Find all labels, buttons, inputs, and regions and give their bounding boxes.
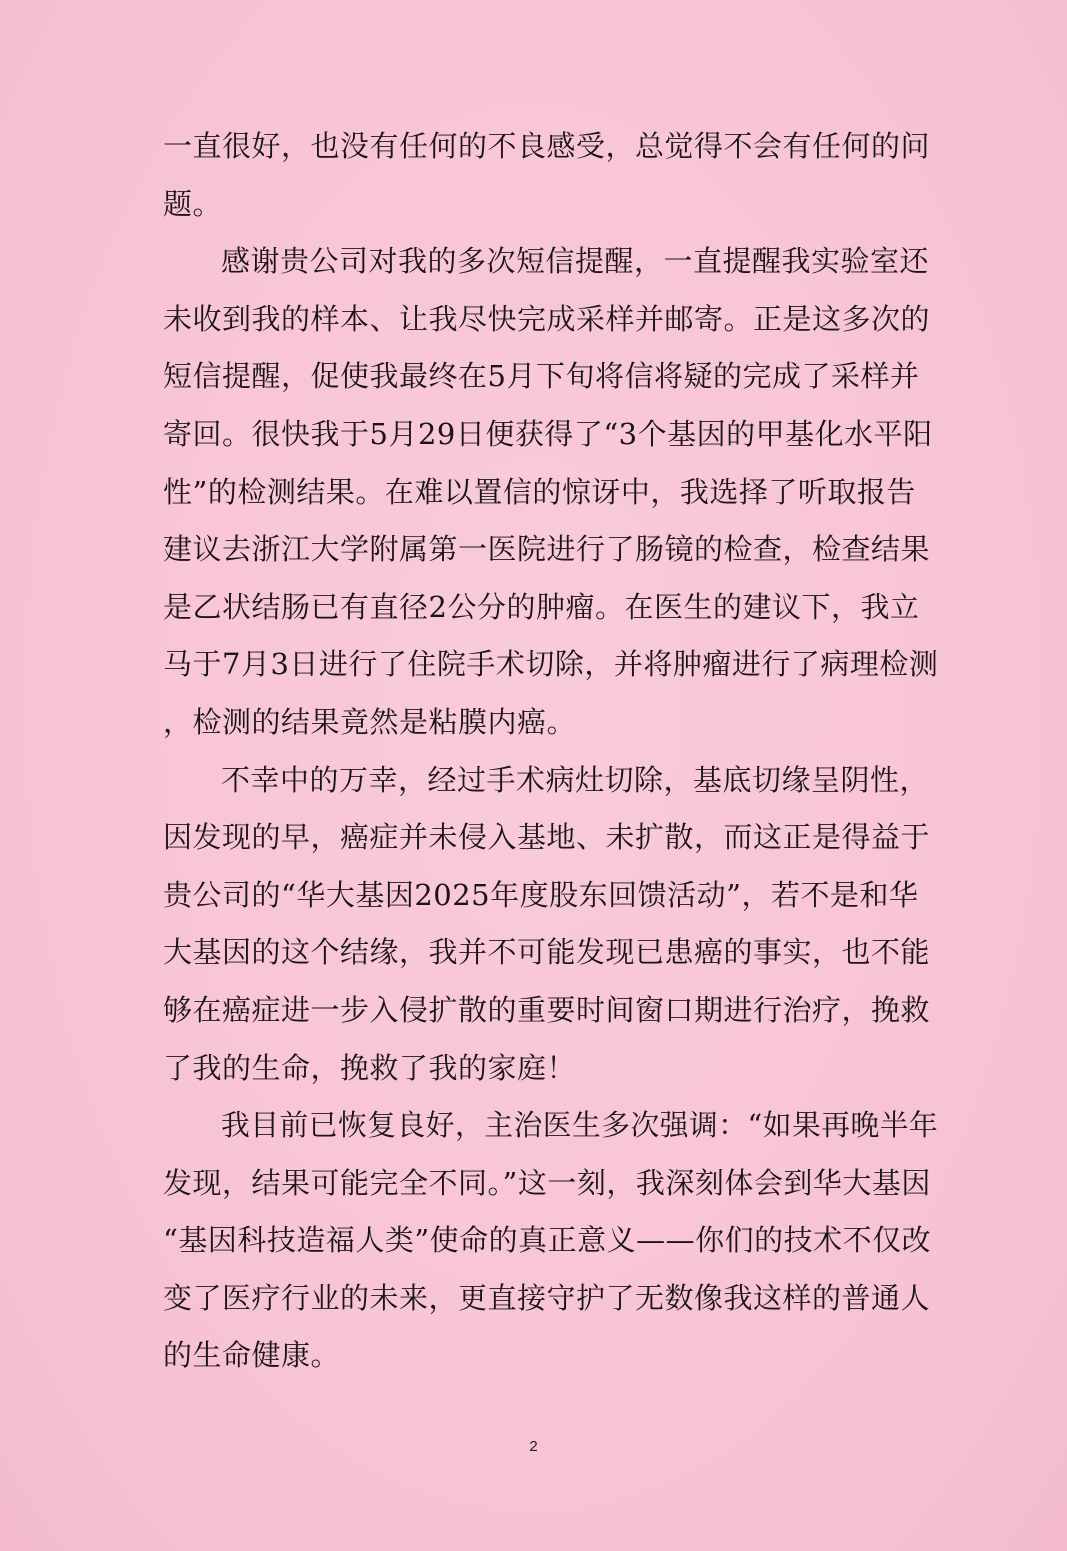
paragraph <box>163 1097 938 1385</box>
paragraph <box>163 752 938 1098</box>
text-line: 题。 <box>163 186 223 221</box>
text-line: “基因科技造福人类”使命的真正意义——你们的技术不仅改 <box>163 1223 932 1258</box>
letter-body <box>163 118 938 1385</box>
text-line: ，检测的结果竟然是粘膜内癌。 <box>163 704 577 739</box>
text-line: 变了医疗行业的未来，更直接守护了无数像我这样的普通人 <box>163 1280 931 1315</box>
text-line: 短信提醒，促使我最终在5月下旬将信将疑的完成了采样并 <box>163 359 920 394</box>
text-line: 是乙状结肠已有直径2公分的肿瘤。在医生的建议下，我立 <box>163 589 920 624</box>
text-line: 了我的生命，挽救了我的家庭！ <box>163 1050 577 1085</box>
text-line: 寄回。很快我于5月29日便获得了“3个基因的甲基化水平阳 <box>163 416 933 451</box>
page-number: 2 <box>529 1438 538 1455</box>
text-line: 发现，结果可能完全不同。”这一刻，我深刻体会到华大基因 <box>163 1165 931 1200</box>
text-line: 一直很好，也没有任何的不良感受，总觉得不会有任何的问 <box>163 129 931 163</box>
text-line: 建议去浙江大学附属第一医院进行了肠镜的检查，检查结果 <box>163 532 931 567</box>
paragraph <box>163 118 938 233</box>
text-line: 感谢贵公司对我的多次短信提醒，一直提醒我实验室还 <box>221 244 930 279</box>
text-line: 我目前已恢复良好，主治医生多次强调：“如果再晚半年 <box>221 1108 939 1143</box>
text-line: 性”的检测结果。在难以置信的惊讶中，我选择了听取报告 <box>163 474 916 509</box>
paragraph <box>163 233 938 751</box>
text-line: 大基因的这个结缘，我并不可能发现已患癌的事实，也不能 <box>163 935 931 970</box>
text-line: 不幸中的万幸，经过手术病灶切除，基底切缘呈阴性， <box>221 762 930 797</box>
text-line: 贵公司的“华大基因2025年度股东回馈活动”，若不是和华 <box>163 877 919 912</box>
text-line: 够在癌症进一步入侵扩散的重要时间窗口期进行治疗，挽救 <box>163 992 931 1027</box>
text-line: 的生命健康。 <box>163 1338 341 1373</box>
text-line: 马于7月3日进行了住院手术切除，并将肿瘤进行了病理检测 <box>163 647 939 682</box>
text-line: 因发现的早，癌症并未侵入基地、未扩散，而这正是得益于 <box>163 820 931 855</box>
text-line: 未收到我的样本、让我尽快完成采样并邮寄。正是这多次的 <box>163 301 931 336</box>
